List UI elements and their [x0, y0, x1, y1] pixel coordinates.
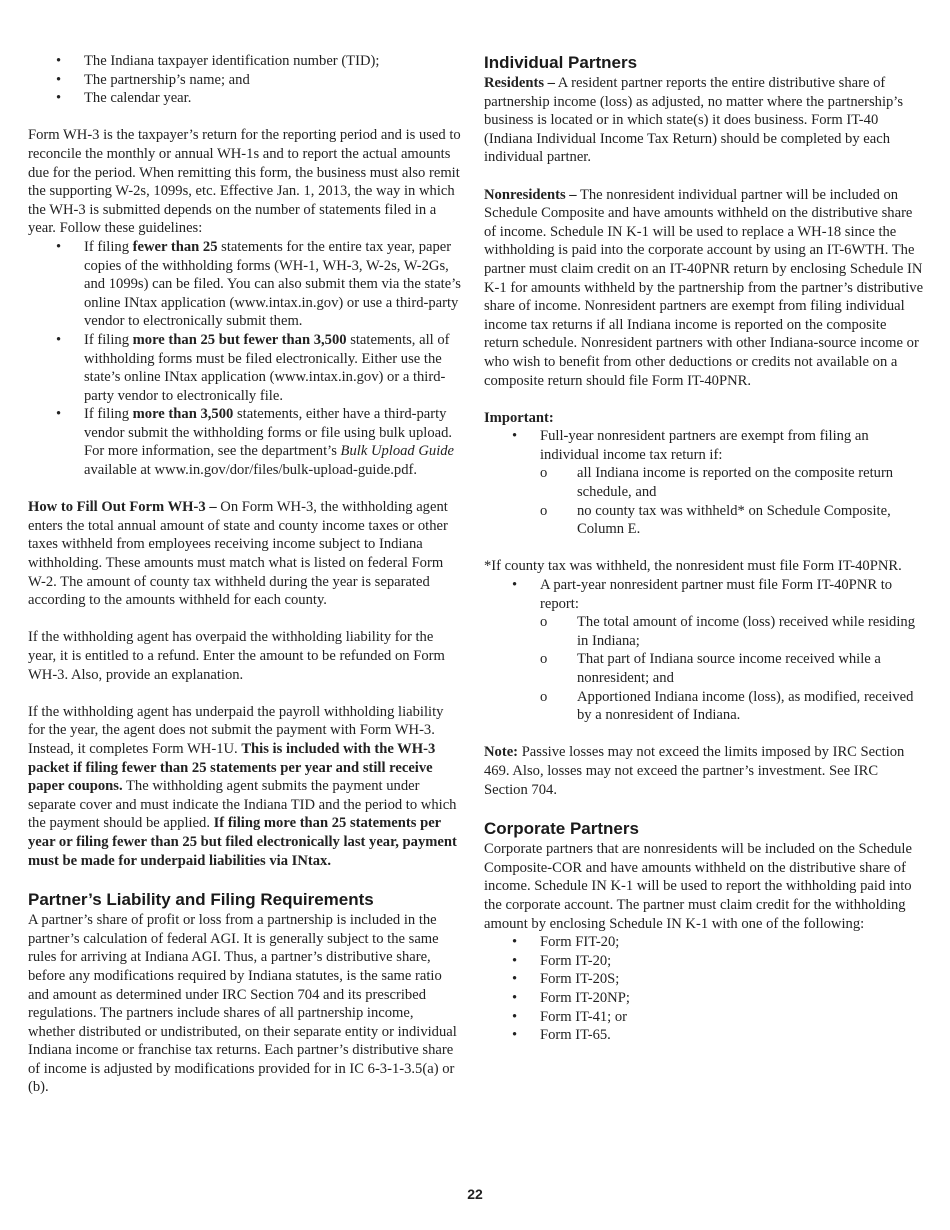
list-item: • If filing more than 3,500 statements, either have a third-party vendor submit the withholding forms or file using bulk upload. For more information, see the department’s Bulk Upload Guide available at www.in.gov/dor/files/bulk-upload-guide.pdf. — [28, 405, 464, 479]
list-item: • The partnership’s name; and — [28, 71, 464, 90]
note-paragraph: Note: Passive losses may not exceed the limits imposed by IRC Section 469. Also, losses may not exceed the partner’s investment. See IRC Section 704. — [484, 744, 905, 798]
left-column — [28, 52, 464, 1097]
nonresidents-paragraph: Nonresidents – The nonresident individual partner will be included on Schedule Composite and have amounts withheld on the distributive share of income. Schedule IN K-1 will be used to replace a WH-18 since the withholding is paid into the corporate account by using an IT-6WTH. The partner must claim credit on an IT-40PNR return by enclosing Schedule IN K-1 for amounts withheld by the partnership from the partner’s distributive share of income. Nonresident partners are exempt from filing individual income tax returns if all Indiana income is reported on the composite return schedule. Nonresident partners with other Indiana-source income or who wish to benefit from other deductions or credits not available on a composite return should file Form IT-40PNR. — [484, 186, 924, 389]
list-item: • Form FIT-20; — [484, 933, 924, 952]
identification-list — [28, 52, 464, 108]
list-item: • Form IT-20; — [484, 952, 924, 971]
sub-list-item: o That part of Indiana source income received while a nonresident; and — [540, 650, 924, 687]
list-item: • The Indiana taxpayer identification number (TID); — [28, 52, 464, 71]
part-year-sublist — [540, 613, 924, 725]
important-label: Important: — [484, 409, 554, 426]
partner-liability-paragraph: A partner’s share of profit or loss from a partnership is included in the partner’s calculation of federal AGI. It is generally subject to the same rules for arriving at Indiana AGI. Thus, a partner’s distributive share, before any modifications required by Indiana statutes, is the same ratio and amount as determined under IRC Section 704 and its prescribed regulations. The partners include shares of all partnership income, whether distributed or undistributed, on their separate entity or individual Indiana income or franchise tax returns. Each partner’s distributive share of income is adjusted by modifications provided for in IC 6-3-1-3.5(a) or (b). — [28, 912, 457, 1096]
sub-list-item: o no county tax was withheld* on Schedule Composite, Column E. — [540, 502, 924, 539]
list-item: • If filing fewer than 25 statements for the entire tax year, paper copies of the withholding forms (WH-1, WH-3, W-2s, W-2Gs, and 1099s) can be filed. You can also submit them via the state’s online INtax application (www.intax.in.gov) or use a third-party vendor to electronically submit them. — [28, 238, 464, 331]
corporate-partners-paragraph: Corporate partners that are nonresidents will be included on the Schedule Composite-COR and have amounts withheld on the distributive share of income. Schedule IN K-1 will be used to report the withholding paid into the corporate account. The partner must claim credit for the withholding amount by enclosing Schedule IN K-1 with one of the following: — [484, 841, 912, 932]
list-item: • Full-year nonresident partners are exempt from filing an individual income tax return if: o all Indiana income is reported on the composite return schedule, and o no county tax was withheld* on Schedule Composite, Column E. — [484, 427, 924, 539]
how-to-fill-paragraph: How to Fill Out Form WH-3 – On Form WH-3, the withholding agent enters the total annual amount of state and county income taxes or other taxes withheld from employees receiving income subject to Indiana withholding. These amounts must match what is listed on federal Form W-2. The amount of county tax withheld during the year is separated according to the amounts withheld for each county. — [28, 499, 448, 609]
corporate-partners-heading: Corporate Partners — [484, 819, 639, 839]
partner-liability-heading: Partner’s Liability and Filing Requirements — [28, 890, 374, 910]
list-item: • Form IT-41; or — [484, 1008, 924, 1027]
list-item: • If filing more than 25 but fewer than 3,500 statements, all of withholding forms must be filed electronically. Either use the state’s online INtax application (www.intax.in.gov) or a third-party vendor to electronically file. — [28, 331, 464, 405]
right-column — [484, 52, 924, 1045]
list-item: • A part-year nonresident partner must file Form IT-40PNR to report: o The total amount of income (loss) received while residing in Indiana; o That part of Indiana source income received while a nonresident; and o Apportioned Indiana income (loss), as modified, received by a nonresident of Indiana. — [484, 576, 924, 725]
page-number: 22 — [467, 1186, 483, 1202]
important-sublist — [540, 464, 924, 538]
underpaid-paragraph: If the withholding agent has underpaid the payroll withholding liability for the year, the agent does not submit the payment with Form WH-3. Instead, it completes Form WH-1U. This is included with the WH-3 packet if filing fewer than 25 statements per year and still receive paper coupons. The withholding agent submits the payment under separate cover and must indicate the Indiana TID and the period to which the payment should be applied. If filing more than 25 statements per year or filing fewer than 25 but filed electronically last year, payment must be made for underpaid liabilities via INtax. — [28, 703, 457, 869]
sub-list-item: o Apportioned Indiana income (loss), as modified, received by a nonresident of Indiana. — [540, 688, 924, 725]
county-tax-footnote: *If county tax was withheld, the nonresident must file Form IT-40PNR. — [484, 558, 902, 575]
sub-list-item: o all Indiana income is reported on the composite return schedule, and — [540, 464, 924, 501]
residents-paragraph: Residents – A resident partner reports the entire distributive share of partnership income (loss) as adjusted, no matter where the partnership’s business is located or in which state(s) it does business. Form IT-40 (Indiana Individual Income Tax Return) should be completed by each individual partner. — [484, 75, 904, 166]
overpaid-paragraph: If the withholding agent has overpaid the withholding liability for the year, it is entitled to a refund. Enter the amount to be refunded on Form WH-3. Also, provide an explanation. — [28, 629, 445, 683]
list-item: • Form IT-20S; — [484, 970, 924, 989]
list-item: • Form IT-65. — [484, 1026, 924, 1045]
important-list — [484, 427, 924, 539]
list-item: • Form IT-20NP; — [484, 989, 924, 1008]
sub-list-item: o The total amount of income (loss) received while residing in Indiana; — [540, 613, 924, 650]
list-item: • The calendar year. — [28, 89, 464, 108]
wh3-paragraph: Form WH-3 is the taxpayer’s return for the reporting period and is used to reconcile the monthly or annual WH-1s and to report the actual amounts due for the period. When remitting this form, the business must also remit the supporting W-2s, 1099s, etc. Effective Jan. 1, 2013, the way in which the WH-3 is submitted depends on the number of statements filed in a year. Follow these guidelines: — [28, 127, 461, 237]
forms-list — [484, 933, 924, 1045]
part-year-list — [484, 576, 924, 725]
filing-guidelines-list — [28, 238, 464, 480]
individual-partners-heading: Individual Partners — [484, 53, 638, 72]
